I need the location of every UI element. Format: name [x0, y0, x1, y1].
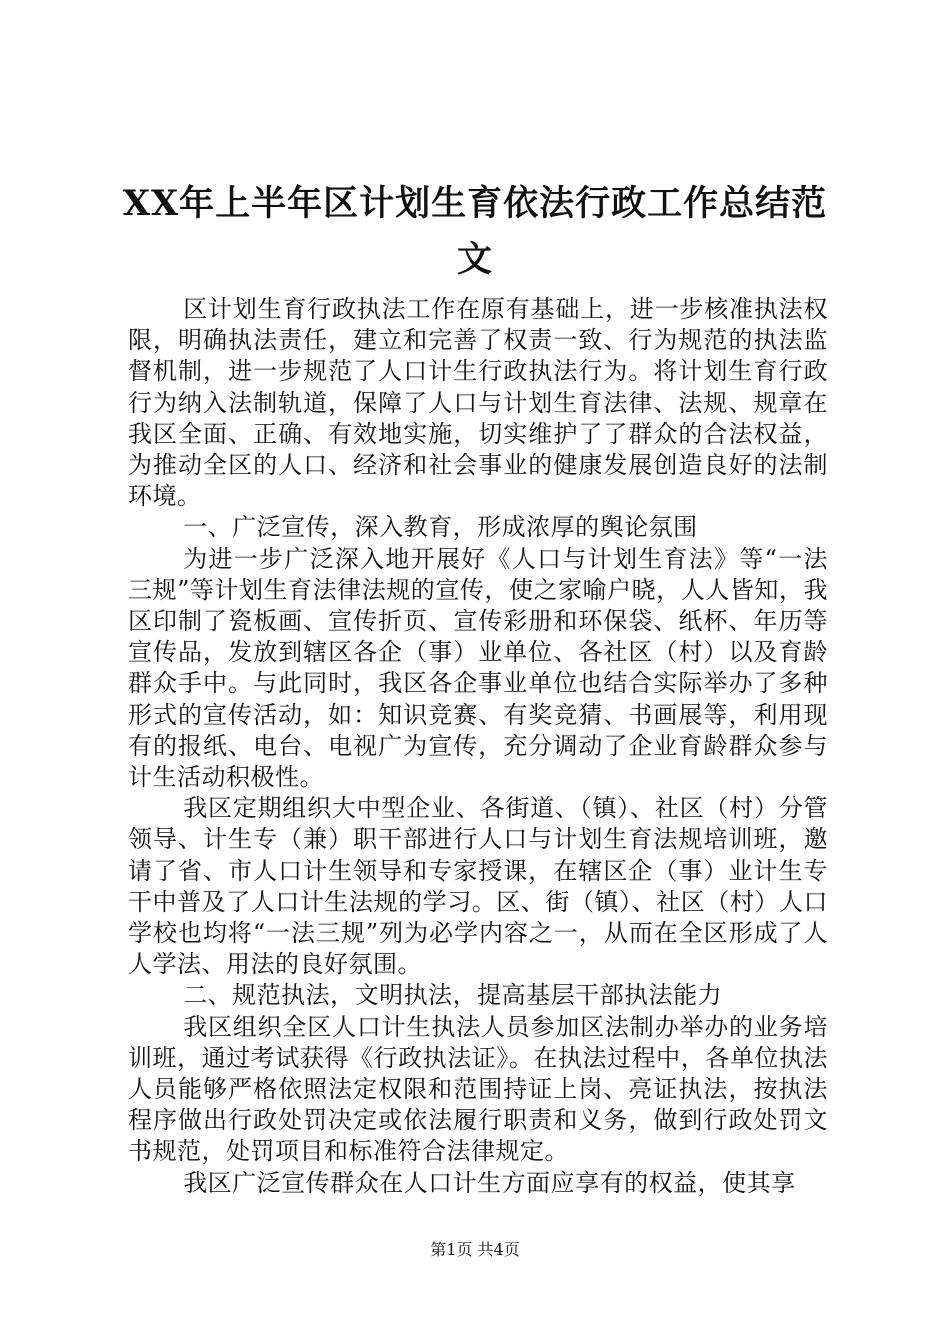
paragraph-rights: 我区广泛宣传群众在人口计生方面应享有的权益，使其享 — [183, 1168, 796, 1197]
section-heading-2: 二、规范执法，文明执法，提高基层干部执法能力 — [183, 981, 723, 1010]
page-footer: 第1页 共4页 — [430, 1240, 520, 1259]
paragraph-intro: 区计划生育行政执法工作在原有基础上，进一步核准执法权限，明确执法责任，建立和完善了权责一致、行为规范的执法监督机制，进一步规范了人口计生行政执法行为。将计划生育行政行为纳入法制轨道，保障了人口与计划生育法律、法规、规章在我区全面、正确、有效地实施，切实维护了了群众的合法权益，为推动全区的人口、经济和社会事业的健康发展创造良好的法制环境。 — [128, 295, 828, 511]
paragraph-publicity: 为进一步广泛深入地开展好《人口与计划生育法》等“一法三规”等计划生育法律法规的宣传，使之家喻户晓，人人皆知，我区印制了瓷板画、宣传折页、宣传彩册和环保袋、纸杯、年历等宣传品，发放到辖区各企（事）业单位、各社区（村）以及育龄群众手中。与此同时，我区各企事业单位也结合实际举办了多种形式的宣传活动，如：知识竞赛、有奖竞猜、书画展等，利用现有的报纸、电台、电视广为宣传，充分调动了企业育龄群众参与计生活动积极性。 — [128, 544, 828, 792]
paragraph-enforcement: 我区组织全区人口计生执法人员参加区法制办举办的业务培训班，通过考试获得《行政执法证》。在执法过程中，各单位执法人员能够严格依照法定权限和范围持证上岗、亮证执法，按执法程序做出行政处罚决定或依法履行职责和义务，做到行政处罚文书规范，处罚项目和标准符合法律规定。 — [128, 1012, 828, 1166]
document-title: XX年上半年区计划生育依法行政工作总结范文 — [122, 183, 828, 280]
paragraph-training: 我区定期组织大中型企业、各街道、（镇）、社区（村）分管领导、计生专（兼）职干部进行人口与计划生育法规培训班，邀请了省、市人口计生领导和专家授课，在辖区企（事）业计生专干中普及了人口计生法规的学习。区、街（镇）、社区（村）人口学校也均将“一法三规”列为必学内容之一，从而在全区形成了人人学法、用法的良好氛围。 — [128, 794, 828, 979]
document-body — [128, 294, 828, 1199]
section-heading-1: 一、广泛宣传，深入教育，形成浓厚的舆论氛围 — [183, 513, 698, 542]
